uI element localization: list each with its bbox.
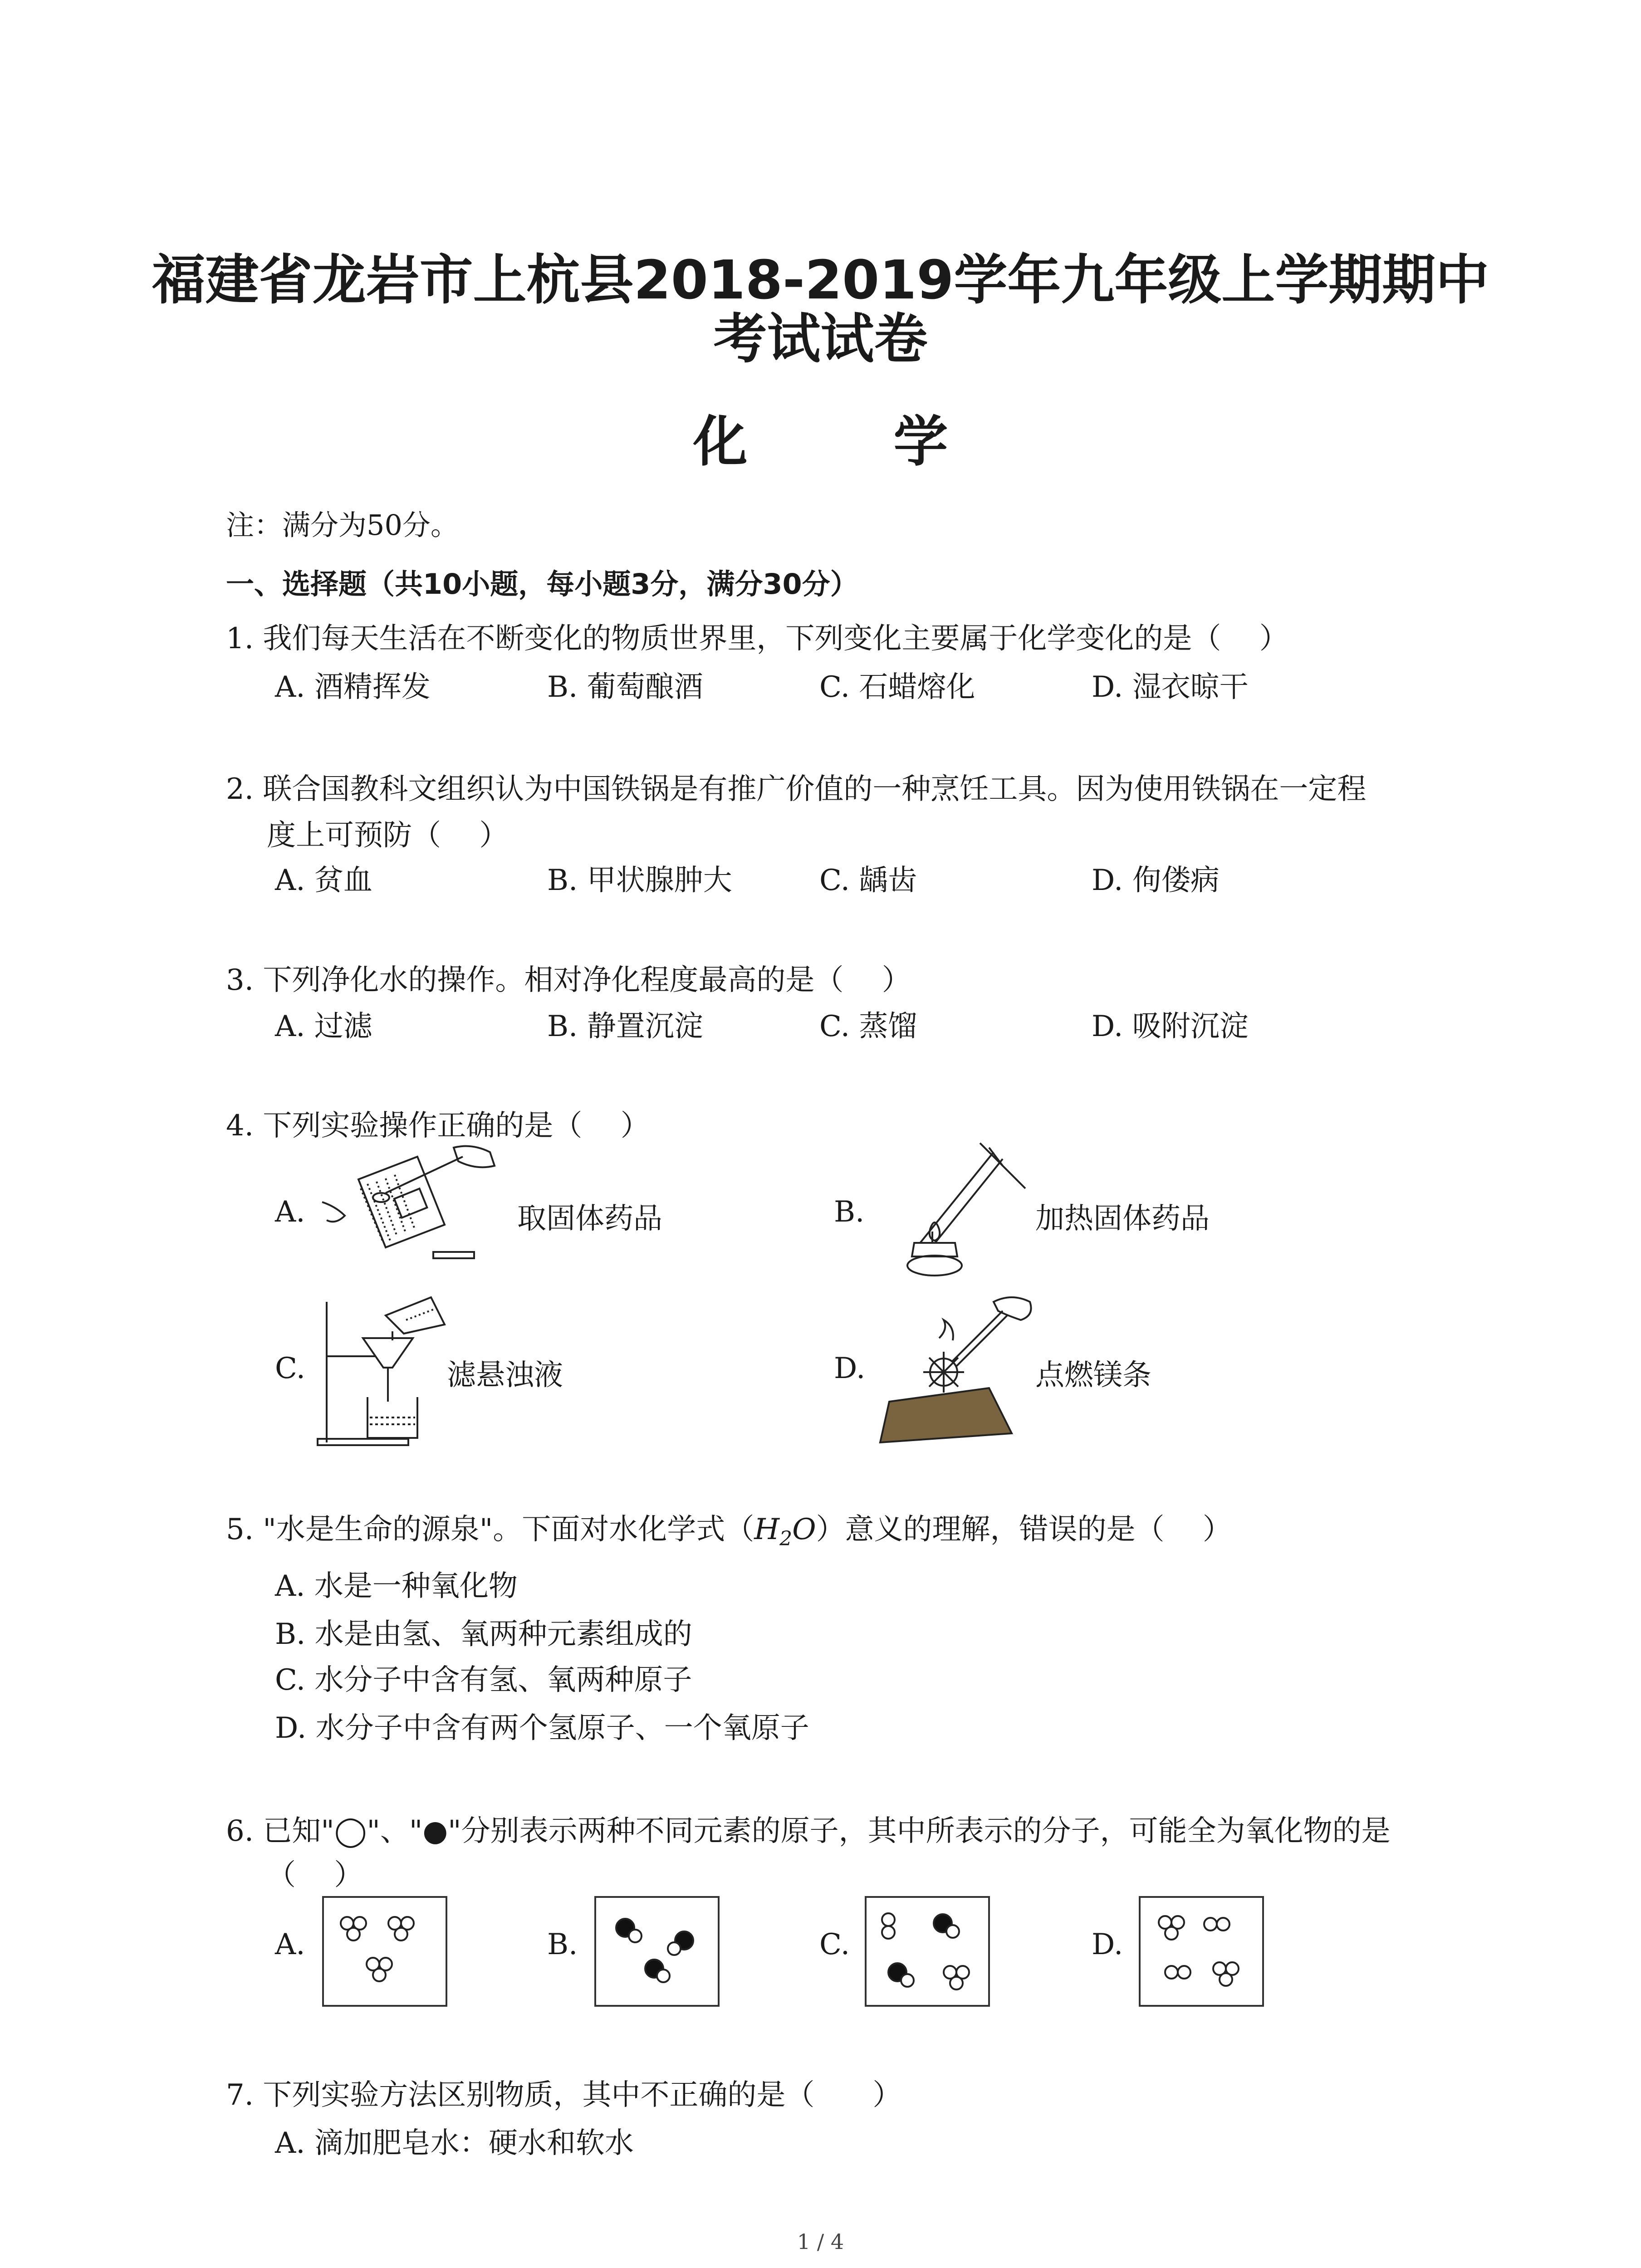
q6-option-c-letter: C. — [819, 1928, 850, 1961]
q6-option-a-letter: A. — [275, 1928, 305, 1961]
scoop-solid-from-bottle-icon — [318, 1139, 508, 1284]
q6-molecule-box-d — [1139, 1896, 1264, 2007]
heating-test-tube-icon — [889, 1139, 1043, 1284]
q4-option-b-letter: B. — [834, 1195, 865, 1229]
score-note: 注：满分为50分。 — [226, 508, 459, 542]
question-6-stem-line1: 6. 已知"◯"、"●"分别表示两种不同元素的原子，其中所表示的分子，可能全为氧化物的是 — [226, 1814, 1391, 1848]
q4-option-a-label: 取固体药品 — [517, 1202, 662, 1236]
q3-option-b: B. 静置沉淀 — [547, 1010, 703, 1043]
q5-option-c: C. 水分子中含有氢、氧两种原子 — [275, 1663, 692, 1697]
q5-stem-before: 5. "水是生命的源泉"。下面对水化学式（ — [226, 1513, 754, 1546]
q1-option-a: A. 酒精挥发 — [275, 670, 431, 704]
q4-option-a-letter: A. — [275, 1195, 305, 1229]
q5-formula-h: H — [754, 1513, 780, 1546]
question-2-stem-line2: 度上可预防（ ） — [267, 819, 509, 852]
q5-option-d: D. 水分子中含有两个氢原子、一个氧原子 — [275, 1711, 809, 1745]
question-5-stem — [226, 1506, 1232, 1550]
question-7-stem: 7. 下列实验方法区别物质，其中不正确的是（ ） — [226, 2078, 902, 2112]
q2-option-d: D. 佝偻病 — [1092, 864, 1220, 897]
q2-option-c: C. 龋齿 — [819, 864, 917, 897]
q2-option-a: A. 贫血 — [275, 864, 372, 897]
q4-option-d-label: 点燃镁条 — [1035, 1359, 1151, 1392]
q5-option-a: A. 水是一种氧化物 — [275, 1569, 518, 1603]
q6-molecule-box-b — [594, 1896, 720, 2007]
question-1-stem: 1. 我们每天生活在不断变化的物质世界里，下列变化主要属于化学变化的是（ ） — [226, 622, 1288, 655]
question-2-stem-line1: 2. 联合国教科文组织认为中国铁锅是有推广价值的一种烹饪工具。因为使用铁锅在一定程 — [226, 772, 1367, 806]
q4-option-b-label: 加热固体药品 — [1035, 1202, 1210, 1236]
burning-magnesium-icon — [876, 1284, 1048, 1452]
q1-option-d: D. 湿衣晾干 — [1092, 670, 1249, 704]
section-heading: 一、选择题（共10小题，每小题3分，满分30分） — [226, 567, 858, 601]
q2-option-b: B. 甲状腺肿大 — [547, 864, 732, 897]
q5-option-b: B. 水是由氢、氧两种元素组成的 — [275, 1618, 692, 1651]
q1-option-c: C. 石蜡熔化 — [819, 670, 975, 704]
q5-formula-sub: 2 — [779, 1527, 793, 1550]
question-3-stem: 3. 下列净化水的操作。相对净化程度最高的是（ ） — [226, 963, 911, 997]
question-4-stem: 4. 下列实验操作正确的是（ ） — [226, 1109, 650, 1143]
q7-option-a: A. 滴加肥皂水：硬水和软水 — [275, 2126, 634, 2160]
q6-molecule-box-c — [865, 1896, 990, 2007]
q6-option-d-letter: D. — [1092, 1928, 1123, 1961]
q5-formula-o: O — [792, 1513, 816, 1546]
exam-title-line2: 考试试卷 — [713, 308, 928, 370]
q6-molecule-box-a — [322, 1896, 447, 2007]
q3-option-a: A. 过滤 — [275, 1010, 372, 1043]
exam-title-line1: 福建省龙岩市上杭县2018-2019学年九年级上学期期中 — [152, 249, 1489, 311]
q6-option-b-letter: B. — [547, 1928, 578, 1961]
q3-option-d: D. 吸附沉淀 — [1092, 1010, 1249, 1043]
q3-option-c: C. 蒸馏 — [819, 1010, 917, 1043]
page-number: 1 / 4 — [797, 2229, 844, 2254]
subject-heading: 化 学 — [693, 411, 1012, 474]
q5-stem-after: ）意义的理解，错误的是（ ） — [816, 1513, 1232, 1546]
q4-option-c-label: 滤悬浊液 — [447, 1359, 563, 1392]
q4-option-d-letter: D. — [834, 1352, 866, 1385]
q1-option-b: B. 葡萄酿酒 — [547, 670, 703, 704]
q4-option-c-letter: C. — [275, 1352, 306, 1385]
question-6-stem-line2: （ ） — [267, 1858, 363, 1892]
